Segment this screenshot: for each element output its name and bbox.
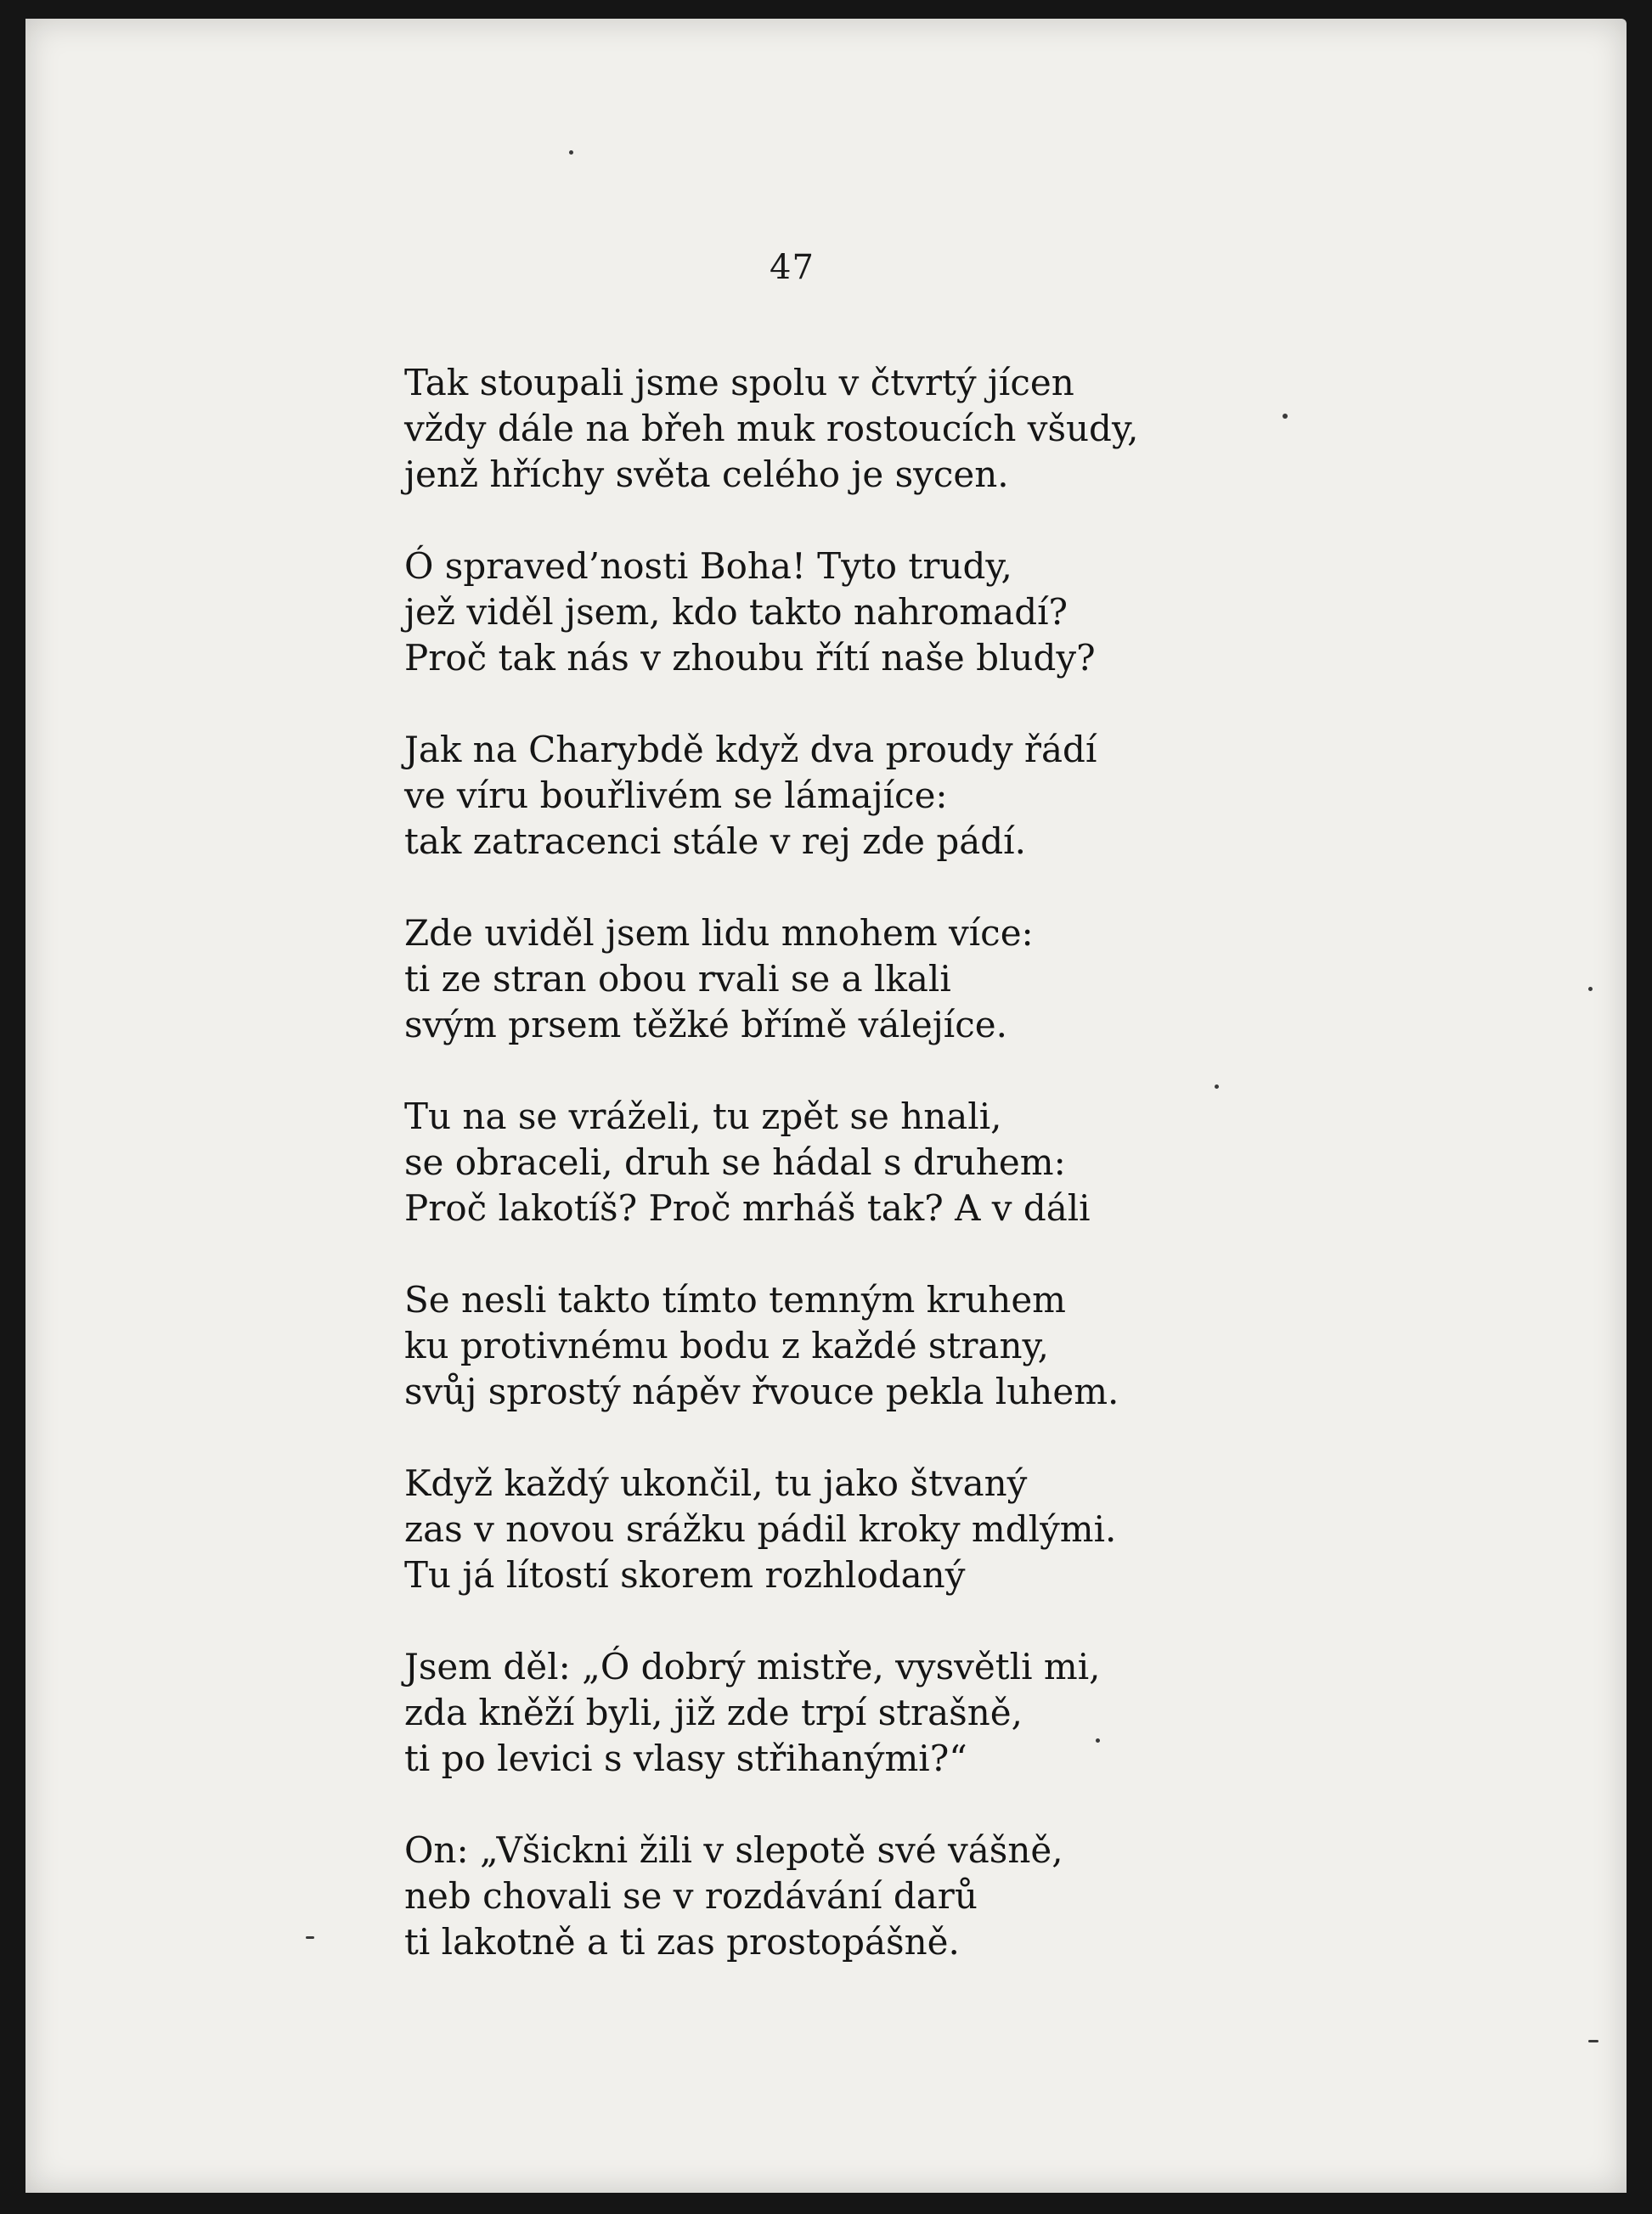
poem-line: Jsem děl: „Ó dobrý mistře, vysvětli mi,: [404, 1646, 1101, 1687]
poem-line: Tu já lítostí skorem rozhlodaný: [404, 1554, 966, 1596]
scan-speck: [1588, 987, 1593, 991]
poem-line: Proč lakotíš? Proč mrháš tak? A v dáli: [404, 1187, 1091, 1229]
poem-line: Se nesli takto tímto temným kruhem: [404, 1279, 1067, 1321]
poem-line: ti po levici s vlasy střihanými?“: [404, 1738, 967, 1779]
scan-speck: [1215, 1084, 1219, 1089]
stanza-7: [404, 1461, 1254, 1598]
poem-line: Tak stoupali jsme spolu v čtvrtý jícen: [404, 362, 1074, 403]
scan-speck: [306, 1936, 314, 1939]
poem-line: On: „Všickni žili v slepotě své vášně,: [404, 1829, 1063, 1871]
poem-line: svůj sprostý nápěv řvouce pekla luhem.: [404, 1371, 1119, 1412]
stanza-4: [404, 910, 1254, 1048]
page-number: 47: [770, 248, 815, 287]
poem-line: ku protivnému bodu z každé strany,: [404, 1325, 1050, 1366]
poem-line: ti ze stran obou rvali se a lkali: [404, 958, 951, 1000]
stanza-1: [404, 360, 1254, 498]
scan-speck: [569, 150, 573, 155]
stanza-8: [404, 1644, 1254, 1782]
poem-line: tak zatracenci stále v rej zde pádí.: [404, 820, 1026, 862]
poem-line: ve víru bouřlivém se lámajíce:: [404, 775, 948, 816]
poem-line: Zde uviděl jsem lidu mnohem více:: [404, 912, 1034, 954]
poem-line: jenž hříchy světa celého je sycen.: [404, 454, 1009, 495]
poem: [404, 360, 1254, 2011]
poem-line: jež viděl jsem, kdo takto nahromadí?: [404, 591, 1068, 633]
poem-line: ti lakotně a ti zas prostopášně.: [404, 1921, 960, 1963]
scan-speck: [1588, 2040, 1598, 2042]
stanza-2: [404, 544, 1254, 681]
poem-line: svým prsem těžké břímě válejíce.: [404, 1004, 1007, 1045]
poem-line: zas v novou srážku pádil kroky mdlými.: [404, 1508, 1117, 1550]
poem-line: Tu na se vráželi, tu zpět se hnali,: [404, 1096, 1002, 1137]
poem-line: Ó spraved’nosti Boha! Tyto trudy,: [404, 545, 1012, 587]
poem-line: Proč tak nás v zhoubu řítí naše bludy?: [404, 637, 1096, 679]
poem-line: vždy dále na břeh muk rostoucích všudy,: [404, 408, 1139, 449]
stanza-9: [404, 1828, 1254, 1965]
poem-line: zda kněží byli, již zde trpí strašně,: [404, 1692, 1023, 1733]
scan-speck: [1283, 414, 1288, 419]
poem-line: Když každý ukončil, tu jako štvaný: [404, 1462, 1028, 1504]
scan-speck: [1096, 1738, 1100, 1743]
poem-line: Jak na Charybdě když dva proudy řádí: [404, 729, 1097, 770]
stanza-5: [404, 1094, 1254, 1231]
stanza-6: [404, 1277, 1254, 1415]
poem-line: se obraceli, druh se hádal s druhem:: [404, 1141, 1066, 1183]
stanza-3: [404, 727, 1254, 865]
poem-line: neb chovali se v rozdávání darů: [404, 1875, 978, 1917]
book-page: [25, 19, 1627, 2193]
